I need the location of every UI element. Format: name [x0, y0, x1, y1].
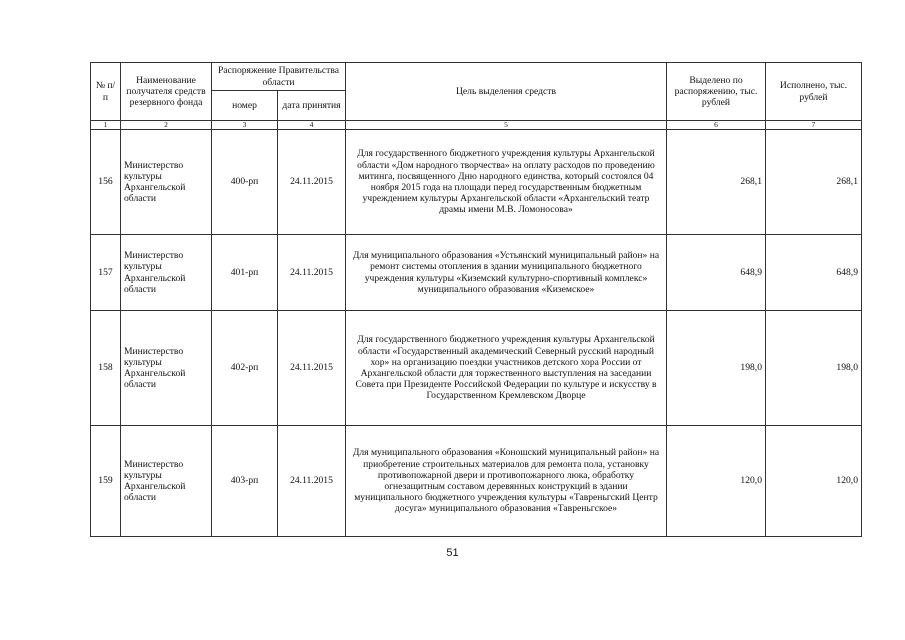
- row-allocated: 648,9: [667, 235, 766, 311]
- row-order-date: 24.11.2015: [278, 130, 346, 235]
- column-number: 4: [278, 121, 346, 130]
- column-number-row: [91, 121, 862, 130]
- row-order-date: 24.11.2015: [278, 235, 346, 311]
- row-order-date: 24.11.2015: [278, 426, 346, 537]
- table-row: [91, 235, 862, 311]
- row-recipient: Министерство культуры Архангельской области: [121, 235, 212, 311]
- column-number: 1: [91, 121, 121, 130]
- row-no: 158: [91, 311, 121, 426]
- column-number: 6: [667, 121, 766, 130]
- header-no: № п/п: [91, 63, 121, 121]
- row-allocated: 268,1: [667, 130, 766, 235]
- row-no: 156: [91, 130, 121, 235]
- row-no: 157: [91, 235, 121, 311]
- reserve-fund-table: [90, 62, 862, 537]
- header-allocated: Выделено по распоряжению, тыс. рублей: [667, 63, 766, 121]
- row-executed: 648,9: [766, 235, 862, 311]
- column-number: 3: [212, 121, 278, 130]
- table-row: [91, 311, 862, 426]
- row-order-date: 24.11.2015: [278, 311, 346, 426]
- row-recipient: Министерство культуры Архангельской области: [121, 426, 212, 537]
- row-executed: 120,0: [766, 426, 862, 537]
- page-number: 51: [446, 547, 459, 559]
- row-allocated: 198,0: [667, 311, 766, 426]
- row-purpose: Для муниципального образования «Устьянский муниципальный район» на ремонт системы отопления в здании муниципального бюджетного учреждения культуры «Киземский культурно-спортивный комплекс» муниципального образования «Киземское»: [346, 235, 667, 311]
- row-order-number: 400-рп: [212, 130, 278, 235]
- row-order-number: 402-рп: [212, 311, 278, 426]
- row-purpose: Для муниципального образования «Коношский муниципальный район» на приобретение строительных материалов для ремонта пола, установку противопожарной двери и противопожарного люка, обработку огнезащитным составом деревянных конструкций в здании муниципального бюджетного учреждения культуры «Тавреньгский Центр досуга» муниципального образования «Тавреньгское»: [346, 426, 667, 537]
- row-allocated: 120,0: [667, 426, 766, 537]
- row-recipient: Министерство культуры Архангельской области: [121, 311, 212, 426]
- row-executed: 268,1: [766, 130, 862, 235]
- column-number: 2: [121, 121, 212, 130]
- header-purpose: Цель выделения средств: [346, 63, 667, 121]
- row-order-number: 403-рп: [212, 426, 278, 537]
- row-no: 159: [91, 426, 121, 537]
- row-purpose: Для государственного бюджетного учреждения культуры Архангельской области «Государственный академический Северный русский народный хор» на организацию поездки участников детского хора России от Архангельской области для торжественного выступления на заседании Совета при Президенте Российской Федерации по культуре и искусству в Государственном Кремлевском Дворце: [346, 311, 667, 426]
- header-recipient: Наименование получателя средств резервного фонда: [121, 63, 212, 121]
- header-order-date: дата принятия: [278, 91, 346, 121]
- table-row: [91, 130, 862, 235]
- row-order-number: 401-рп: [212, 235, 278, 311]
- table-row: [91, 426, 862, 537]
- header-executed: Исполнено, тыс. рублей: [766, 63, 862, 121]
- row-recipient: Министерство культуры Архангельской области: [121, 130, 212, 235]
- row-executed: 198,0: [766, 311, 862, 426]
- header-order-group: Распоряжение Правительства области: [212, 63, 346, 91]
- column-number: 7: [766, 121, 862, 130]
- column-number: 5: [346, 121, 667, 130]
- row-purpose: Для государственного бюджетного учреждения культуры Архангельской области «Дом народного творчества» на оплату расходов по проведению митинга, посвященного Дню народного единства, который состоялся 04 ноября 2015 года на площади перед государственным бюджетным учреждением культуры Архангельской области «Архангельский театр драмы имени М.В. Ломоносова»: [346, 130, 667, 235]
- header-order-number: номер: [212, 91, 278, 121]
- header-row: [91, 63, 862, 91]
